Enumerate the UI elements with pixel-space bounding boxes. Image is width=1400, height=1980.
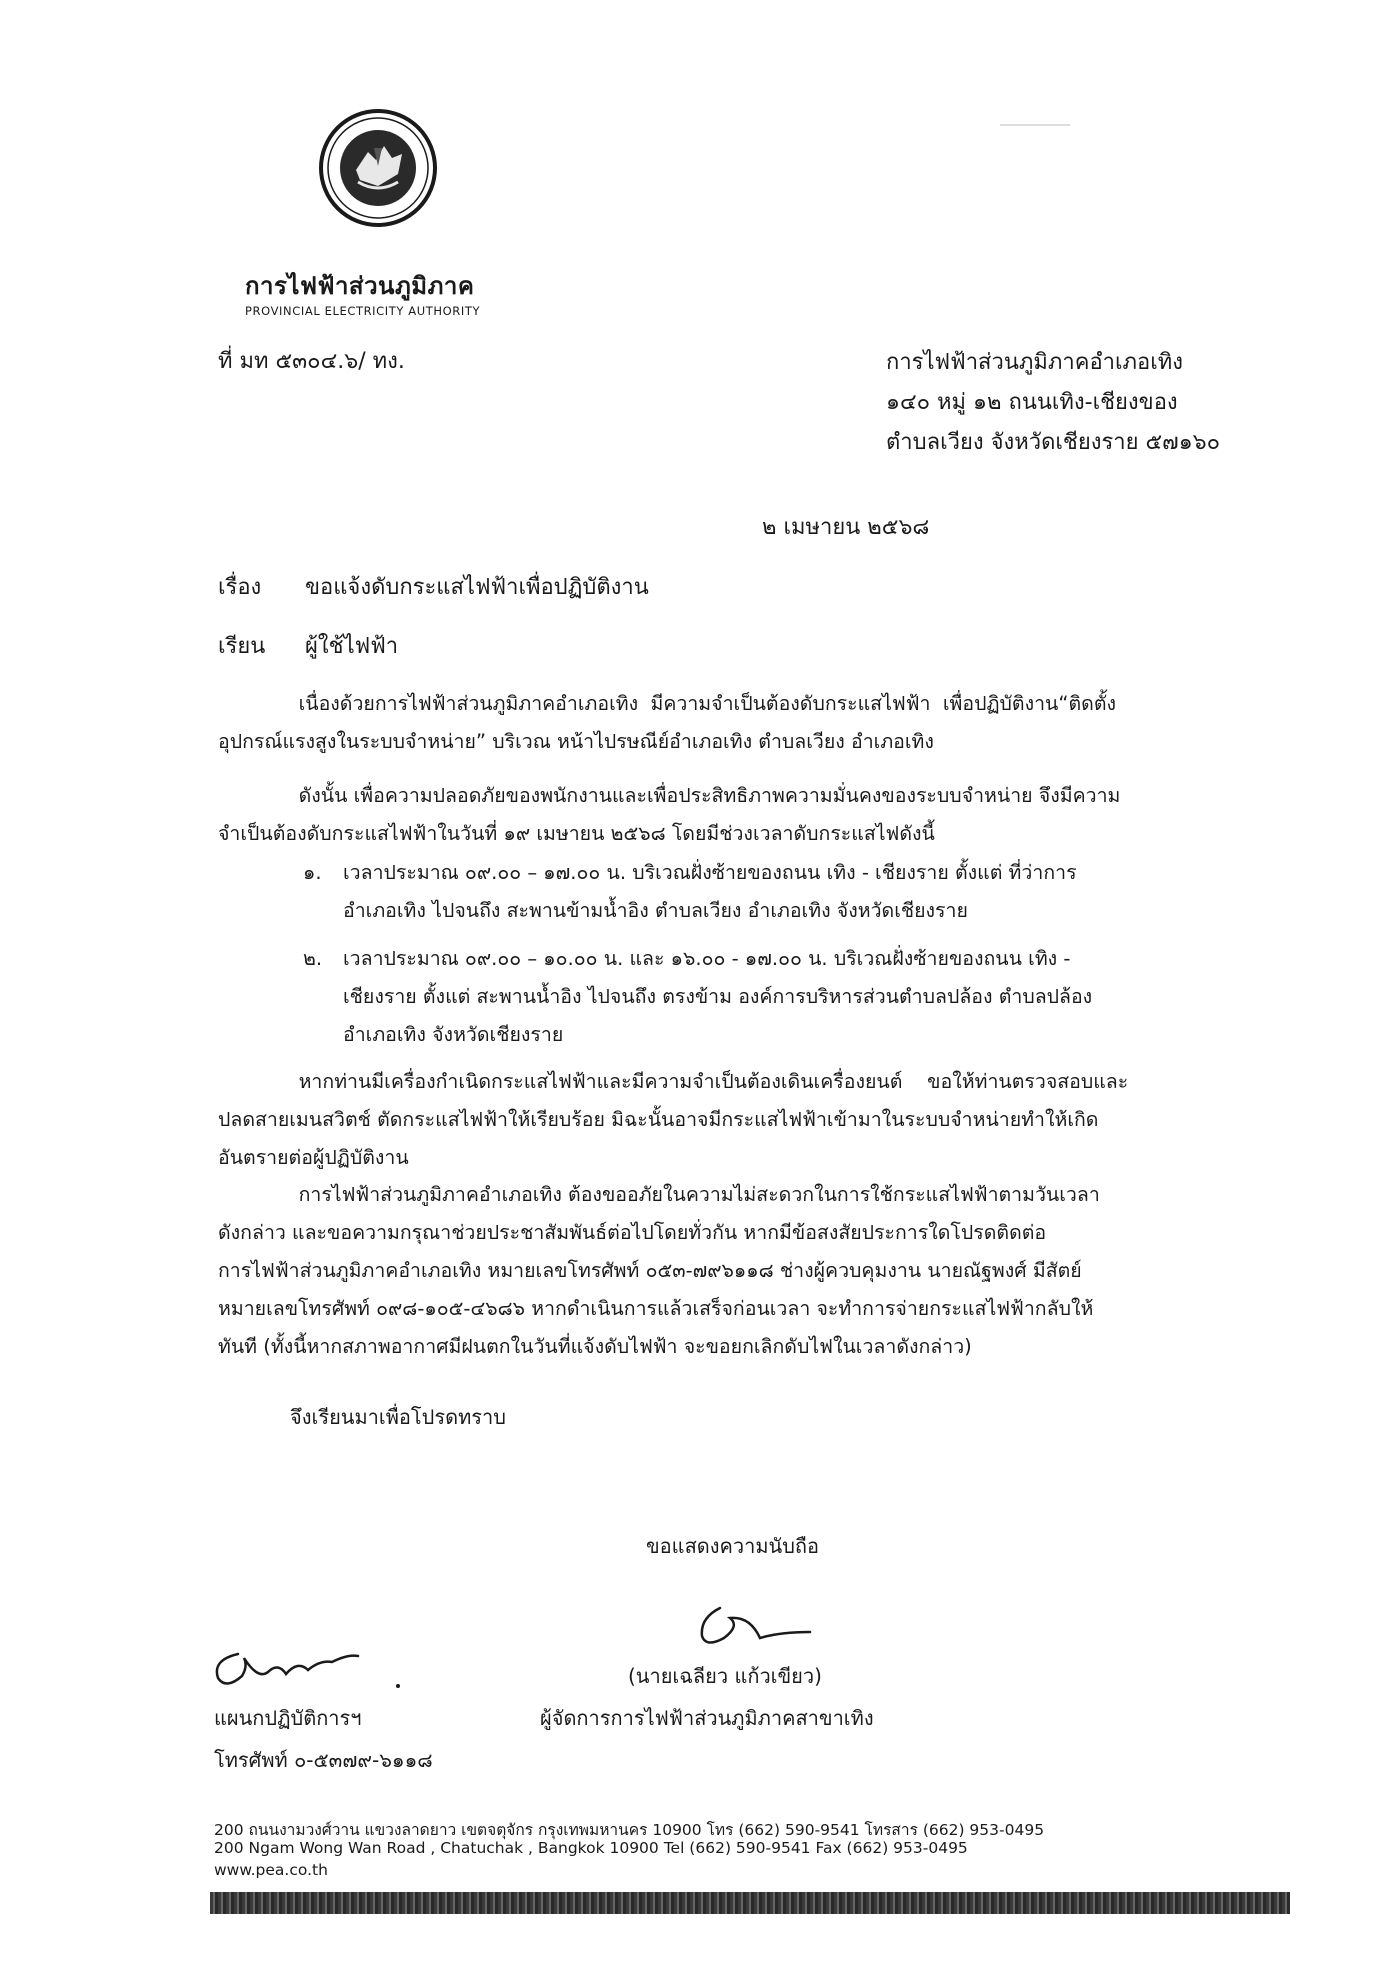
- org-name-english: PROVINCIAL ELECTRICITY AUTHORITY: [245, 304, 481, 318]
- item-line: อำเภอเทิง จังหวัดเชียงราย: [343, 1023, 564, 1046]
- sender-address: [886, 343, 1220, 463]
- body-line: อันตรายต่อผู้ปฏิบัติงาน: [218, 1146, 409, 1169]
- body-paragraph-4: [218, 1176, 1100, 1366]
- item-line: อำเภอเทิง ไปจนถึง สะพานข้ามน้ำอิง ตำบลเวียง อำเภอเทิง จังหวัดเชียงราย: [343, 899, 968, 922]
- item-text: [343, 854, 1077, 930]
- signature-icon: [680, 1588, 830, 1652]
- body-line: หากท่านมีเครื่องกำเนิดกระแสไฟฟ้าและมีความจำเป็นต้องเดินเครื่องยนต์ ขอให้ท่านตรวจสอบและ: [218, 1070, 1129, 1093]
- footer-decorative-bar: [210, 1892, 1290, 1914]
- body-paragraph-2: [218, 777, 1120, 853]
- body-paragraph-1: [218, 685, 1116, 761]
- contact-department: แผนกปฏิบัติการฯ: [214, 1706, 362, 1730]
- closing-line: จึงเรียนมาเพื่อโปรดทราบ: [290, 1405, 506, 1429]
- signer-position: ผู้จัดการการไฟฟ้าส่วนภูมิภาคสาขาเทิง: [540, 1706, 874, 1730]
- pea-emblem-icon: [318, 108, 438, 228]
- initials-signature-icon: [208, 1640, 428, 1700]
- body-line: จำเป็นต้องดับกระแสไฟฟ้าในวันที่ ๑๙ เมษายน ๒๕๖๘ โดยมีช่วงเวลาดับกระแสไฟดังนี้: [218, 822, 935, 845]
- body-line: การไฟฟ้าส่วนภูมิภาคอำเภอเทิง ต้องขออภัยในความไม่สะดวกในการใช้กระแสไฟฟ้าตามวันเวลา: [218, 1183, 1100, 1206]
- body-line: ดังนั้น เพื่อความปลอดภัยของพนักงานและเพื่อประสิทธิภาพความมั่นคงของระบบจำหน่าย จึงมีความ: [218, 784, 1121, 807]
- body-line: ทันที (ทั้งนี้หากสภาพอากาศมีฝนตกในวันที่แจ้งดับไฟฟ้า จะขอยกเลิกดับไฟในเวลาดังกล่าว): [218, 1335, 972, 1358]
- recipient-text: ผู้ใช้ไฟฟ้า: [305, 634, 399, 659]
- subject-label: เรื่อง: [218, 575, 262, 600]
- body-paragraph-3: [218, 1063, 1128, 1177]
- body-line: เนื่องด้วยการไฟฟ้าส่วนภูมิภาคอำเภอเทิง มีความจำเป็นต้องดับกระแสไฟฟ้า เพื่อปฏิบัติงาน“ติดตั้ง: [218, 692, 1116, 715]
- address-line: ๑๔๐ หมู่ ๑๒ ถนนเทิง-เชียงของ: [886, 390, 1178, 415]
- body-line: ปลดสายเมนสวิตช์ ตัดกระแสไฟฟ้าให้เรียบร้อย มิฉะนั้นอาจมีกระแสไฟฟ้าเข้ามาในระบบจำหน่ายทำให้เกิด: [218, 1108, 1099, 1131]
- item-line: เวลาประมาณ ๐๙.๐๐ – ๑๐.๐๐ น. และ ๑๖.๐๐ - ๑๗.๐๐ น. บริเวณฝั่งซ้ายของถนน เทิง -: [343, 947, 1071, 970]
- org-name-thai: การไฟฟ้าส่วนภูมิภาค: [245, 272, 475, 300]
- item-number: ๒.: [303, 947, 323, 970]
- scan-mark: [1000, 124, 1070, 126]
- contact-phone: โทรศัพท์ ๐-๕๓๗๙-๖๑๑๘: [214, 1748, 433, 1772]
- footer-address-english: 200 Ngam Wong Wan Road , Chatuchak , Bangkok 10900 Tel (662) 590-9541 Fax (662) 953-0495: [214, 1839, 968, 1857]
- item-line: เวลาประมาณ ๐๙.๐๐ – ๑๗.๐๐ น. บริเวณฝั่งซ้ายของถนน เทิง - เชียงราย ตั้งแต่ ที่ว่าการ: [343, 861, 1077, 884]
- footer-website: www.pea.co.th: [214, 1861, 328, 1879]
- subject-text: ขอแจ้งดับกระแสไฟฟ้าเพื่อปฏิบัติงาน: [305, 575, 649, 600]
- body-line: ดังกล่าว และขอความกรุณาช่วยประชาสัมพันธ์ต่อไปโดยทั่วกัน หากมีข้อสงสัยประการใดโปรดติดต่อ: [218, 1221, 1047, 1244]
- reference-number: ที่ มท ๕๓๐๔.๖/ ทง.: [218, 349, 405, 374]
- address-line: ตำบลเวียง จังหวัดเชียงราย ๕๗๑๖๐: [886, 430, 1221, 455]
- body-line: การไฟฟ้าส่วนภูมิภาคอำเภอเทิง หมายเลขโทรศัพท์ ๐๕๓-๗๙๖๑๑๘ ช่างผู้ควบคุมงาน นายณัฐพงศ์ มีสัตย์: [218, 1259, 1082, 1282]
- recipient-label: เรียน: [218, 634, 266, 659]
- body-line: อุปกรณ์แรงสูงในระบบจำหน่าย” บริเวณ หน้าไปรษณีย์อำเภอเทิง ตำบลเวียง อำเภอเทิง: [218, 730, 934, 753]
- regards-text: ขอแสดงความนับถือ: [646, 1534, 820, 1558]
- item-text: [343, 940, 1092, 1054]
- item-number: ๑.: [303, 861, 322, 884]
- footer-address-thai: 200 ถนนงามวงศ์วาน แขวงลาดยาว เขตจตุจักร กรุงเทพมหานคร 10900 โทร (662) 590-9541 โทรสาร (662) 953-0495: [214, 1821, 1045, 1839]
- letter-date: ๒ เมษายน ๒๕๖๘: [762, 515, 930, 540]
- address-line: การไฟฟ้าส่วนภูมิภาคอำเภอเทิง: [886, 350, 1184, 375]
- body-line: หมายเลขโทรศัพท์ ๐๙๘-๑๐๕-๔๖๘๖ หากดำเนินการแล้วเสร็จก่อนเวลา จะทำการจ่ายกระแสไฟฟ้ากลับให้: [218, 1297, 1094, 1320]
- item-line: เชียงราย ตั้งแต่ สะพานน้ำอิง ไปจนถึง ตรงข้าม องค์การบริหารส่วนตำบลปล้อง ตำบลปล้อง: [343, 985, 1093, 1008]
- signer-name: (นายเฉลียว แก้วเขียว): [628, 1664, 822, 1688]
